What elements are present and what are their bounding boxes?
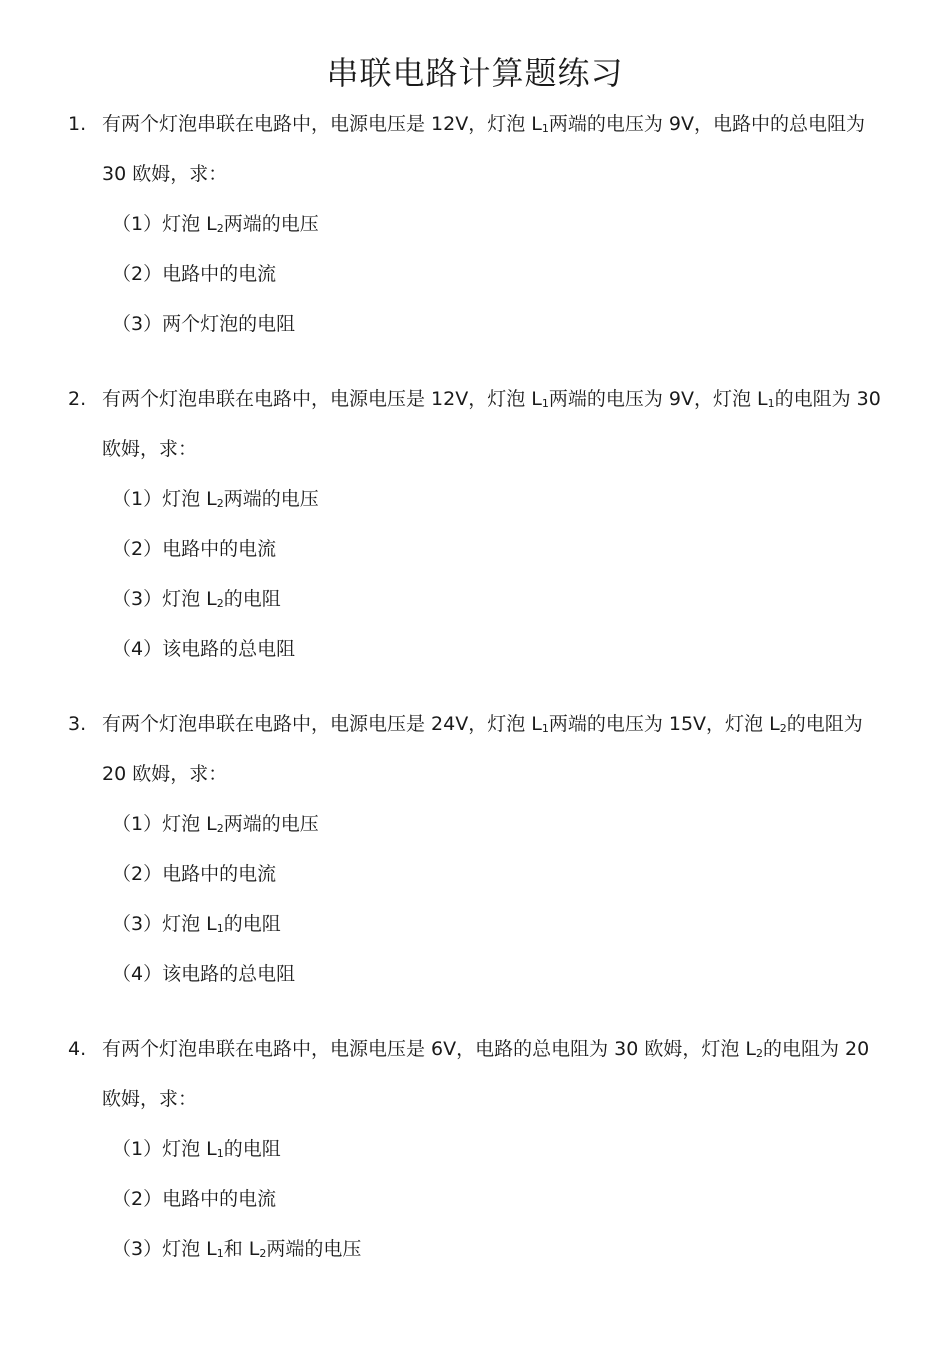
sub-question: （1）灯泡 $L_2$两端的电压	[112, 813, 319, 835]
page-title: 串联电路计算题练习	[326, 54, 624, 92]
question-text: 有两个灯泡串联在电路中，电源电压是 12V，灯泡 $L_1$两端的电压为 9V，灯泡 $L_1$的电阻为 30	[102, 388, 881, 410]
sub-question: （1）灯泡 $L_2$两端的电压	[112, 488, 319, 510]
sub-question: （2）电路中的电流	[112, 263, 277, 285]
question-number: 2.	[68, 388, 87, 410]
sub-question: （3）两个灯泡的电阻	[112, 313, 296, 335]
sub-question: （3）灯泡 $L_1$和 $L_2$两端的电压	[112, 1238, 362, 1260]
sub-question: （3）灯泡 $L_2$的电阻	[112, 588, 281, 610]
question-text: 有两个灯泡串联在电路中，电源电压是 12V，灯泡 $L_1$两端的电压为 9V，电路中的总电阻为	[102, 113, 865, 135]
question-text-cont: 30 欧姆，求：	[102, 163, 228, 185]
sub-question: （3）灯泡 $L_1$的电阻	[112, 913, 281, 935]
sub-question: （2）电路中的电流	[112, 1188, 277, 1210]
question-text-cont: 20 欧姆，求：	[102, 763, 228, 785]
question-number: 1.	[68, 113, 87, 135]
question-text-cont: 欧姆，求：	[102, 438, 198, 460]
sub-question: （4）该电路的总电阻	[112, 638, 296, 660]
sub-question: （2）电路中的电流	[112, 863, 277, 885]
question-number: 4.	[68, 1038, 87, 1060]
sub-question: （1）灯泡 $L_2$两端的电压	[112, 213, 319, 235]
question-text: 有两个灯泡串联在电路中，电源电压是 6V，电路的总电阻为 30 欧姆，灯泡 $L_2$的电阻为 20	[102, 1038, 870, 1060]
sub-question: （4）该电路的总电阻	[112, 963, 296, 985]
question-text-cont: 欧姆，求：	[102, 1088, 198, 1110]
sub-question: （2）电路中的电流	[112, 538, 277, 560]
sub-question: （1）灯泡 $L_1$的电阻	[112, 1138, 281, 1160]
question-number: 3.	[68, 713, 87, 735]
question-text: 有两个灯泡串联在电路中，电源电压是 24V，灯泡 $L_1$两端的电压为 15V，灯泡 $L_2$的电阻为	[102, 713, 863, 735]
